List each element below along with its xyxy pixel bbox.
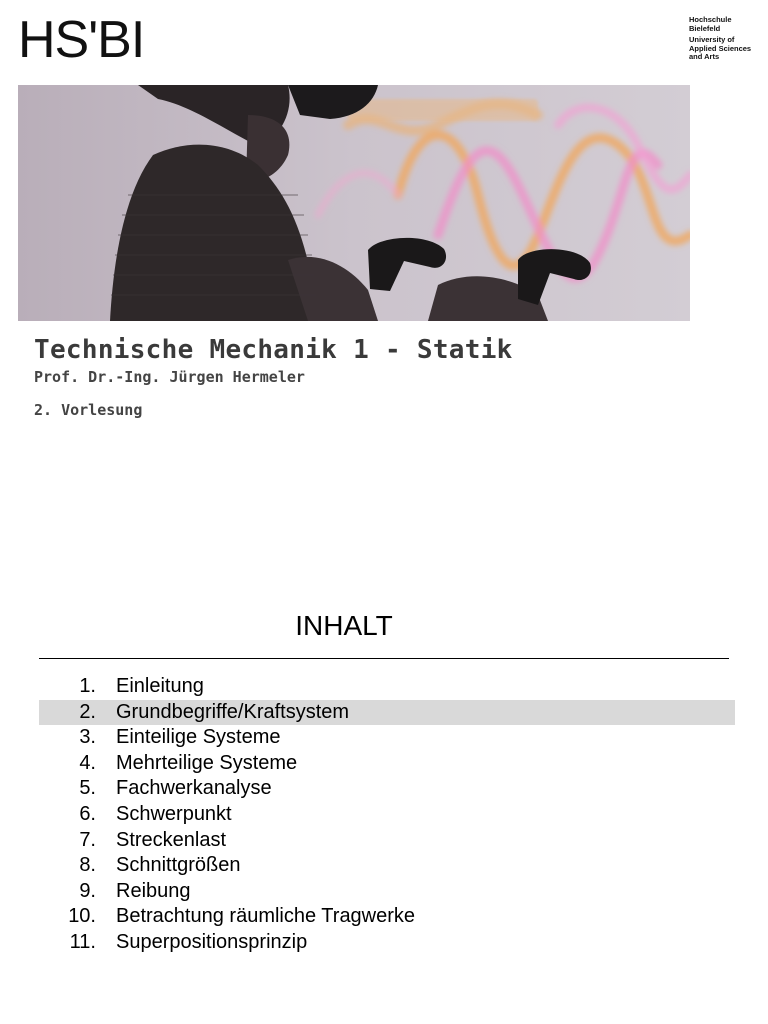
toc-item-number: 8.: [79, 854, 96, 877]
course-title: Technische Mechanik 1 - Statik: [34, 335, 513, 365]
toc-item-label: Betrachtung räumliche Tragwerke: [116, 905, 416, 928]
toc-item[interactable]: [39, 802, 735, 828]
toc-item-number: 11.: [69, 930, 96, 953]
toc-item[interactable]: [39, 725, 735, 751]
hero-photo-illustration: [18, 85, 690, 321]
toc-item[interactable]: [39, 776, 735, 802]
toc-list: [39, 674, 735, 956]
toc-item[interactable]: [39, 904, 735, 930]
lecturer-name: Prof. Dr.-Ing. Jürgen Hermeler: [34, 368, 305, 386]
toc-heading: INHALT: [295, 610, 393, 641]
toc-item-number: 4.: [79, 751, 96, 774]
toc-item[interactable]: [39, 674, 735, 700]
toc-item-label: Einteilige Systeme: [116, 726, 281, 749]
toc-item-number: 10.: [68, 905, 96, 928]
lecture-number: 2. Vorlesung: [34, 401, 143, 419]
toc-item-number: 3.: [79, 726, 96, 749]
toc-divider: [39, 658, 729, 659]
toc-item-label: Schnittgrößen: [116, 854, 241, 877]
toc-item[interactable]: [39, 853, 735, 879]
toc-item-label: Mehrteilige Systeme: [116, 751, 298, 774]
hsbi-logo: HS'BI: [18, 11, 145, 69]
toc-item-label: Grundbegriffe/Kraftsystem: [116, 700, 350, 723]
institution-line: Bielefeld: [689, 23, 721, 33]
institution-line: University of: [689, 35, 735, 44]
institution-line: and Arts: [689, 52, 720, 61]
toc-item-label: Reibung: [116, 879, 191, 902]
toc-item-label: Streckenlast: [116, 828, 227, 851]
institution-line: Applied Sciences: [689, 43, 752, 53]
toc-item[interactable]: [39, 700, 735, 726]
toc-item-number: 1.: [79, 675, 96, 697]
toc-item[interactable]: [39, 751, 735, 777]
toc-item-number: 7.: [79, 828, 96, 851]
toc-item-number: 9.: [79, 879, 96, 902]
toc-item-label: Einleitung: [116, 675, 204, 697]
toc-item-label: Fachwerkanalyse: [116, 777, 272, 800]
toc-item-label: Superpositionsprinzip: [116, 930, 308, 953]
institution-name: [689, 16, 764, 62]
toc-item-number: 2.: [79, 700, 96, 723]
institution-line: Hochschule: [689, 15, 732, 24]
toc-item-number: 6.: [79, 802, 96, 825]
toc-item-label: Schwerpunkt: [116, 802, 232, 825]
toc-item-number: 5.: [79, 777, 96, 800]
hero-image: [18, 85, 690, 321]
toc-item[interactable]: [39, 879, 735, 905]
toc-item[interactable]: [39, 828, 735, 854]
toc-item[interactable]: [39, 930, 735, 956]
